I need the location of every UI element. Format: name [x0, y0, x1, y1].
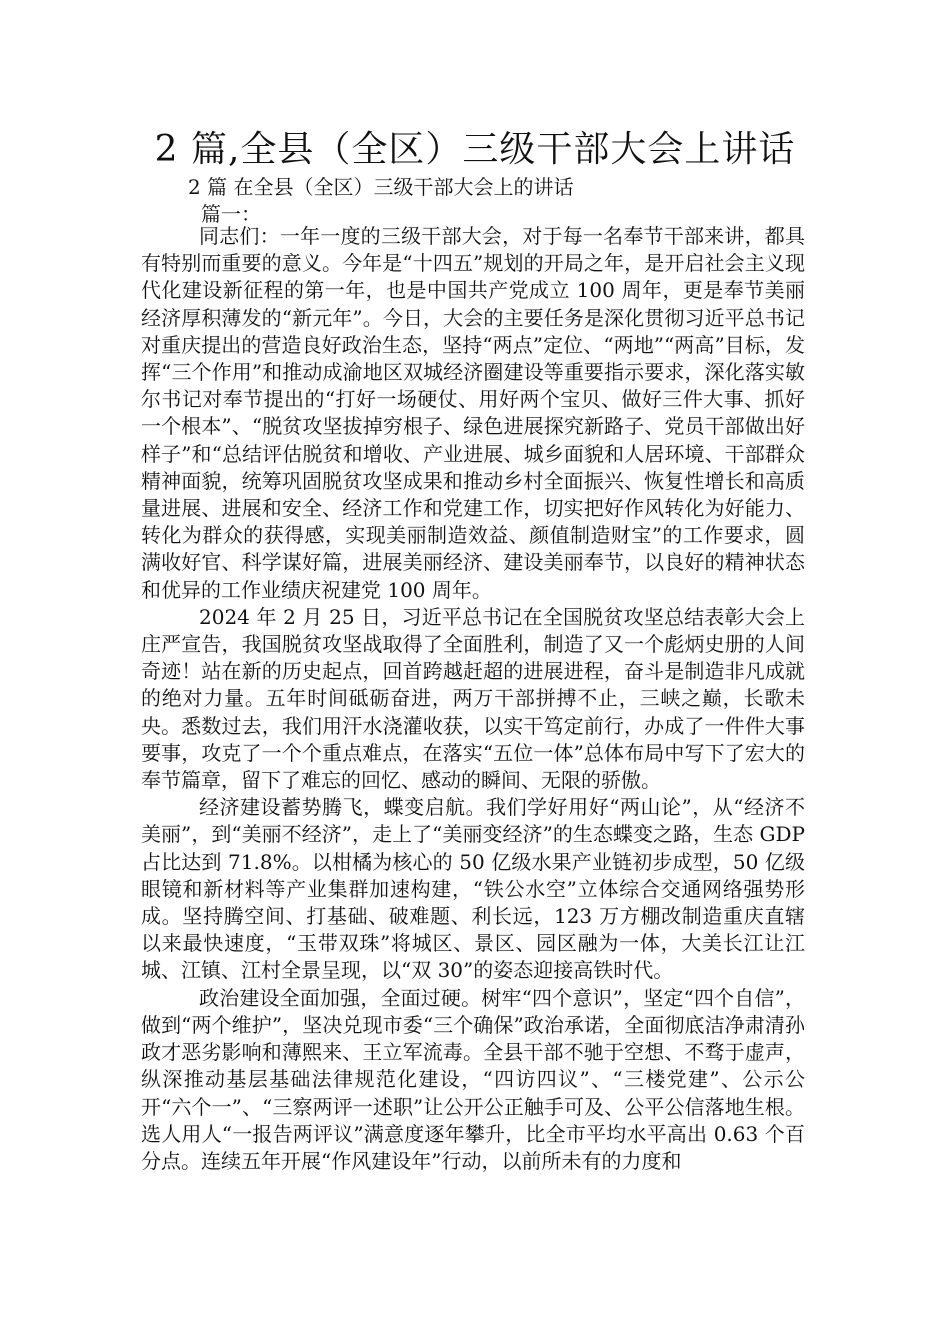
document-title: 2 篇,全县（全区）三级干部大会上讲话 — [154, 129, 796, 170]
paragraph-3: 经济建设蓄势腾飞，蝶变启航。我们学好用好“两山论”，从“经济不美丽”，到“美丽不经济”，走上了“美丽变经济”的生态蝶变之路，生态 GDP 占比达到 71.8%。以柑橘为核心的 50 亿级水果产业链初步成型，50 亿级眼镜和新材料等产业集群加速构建，“铁公水空”立体综合交通网络强势形成。坚持腾空间、打基础、破难题、利长远，123 万方棚改制造重庆直辖以来最快速度，“玉带双珠”将城区、景区、园区融为一体，大美长江让江城、江镇、江村全景呈现，以“双 30”的姿态迎接高铁时代。 — [141, 795, 805, 983]
paragraph-4: 政治建设全面加强，全面过硬。树牢“四个意识”，坚定“四个自信”，做到“两个维护”，坚决兑现市委“三个确保”政治承诺，全面彻底洁净肃清孙政才恶劣影响和薄熙来、王立军流毒。全县干部不驰于空想、不骛于虚声，纵深推动基层基础法律规范化建设，“四访四议”、“三楼党建”、公示公开“六个一”、“三察两评一述职”让公开公正触手可及、公平公信落地生根。选人用人“一报告两评议”满意度逐年攀升，比全市平均水平高出 0.63 个百分点。连续五年开展“作风建设年”行动，以前所未有的力度和 — [141, 985, 805, 1173]
document-subtitle: 2 篇 在全县（全区）三级干部大会上的讲话 — [188, 175, 574, 199]
paragraph-1: 同志们：一年一度的三级干部大会，对于每一名奉节干部来讲，都具有特别而重要的意义。今年是“十四五”规划的开局之年，是开启社会主义现代化建设新征程的第一年，也是中国共产党成立 100 周年，更是奉节美丽经济厚积薄发的“新元年”。今日，大会的主要任务是深化贯彻习近平总书记对重庆提出的营造良好政治生态，坚持“两点”定位、“两地”“两高”目标，发挥“三个作用”和推动成渝地区双城经济圈建设等重要指示要求，深化落实敏尔书记对奉节提出的“打好一场硬仗、用好两个宝贝、做好三件大事、抓好一个根本”、“脱贫攻坚拔掉穷根子、绿色进展探究新路子、党员干部做出好样子”和“总结评估脱贫和增收、产业进展、城乡面貌和人居环境、干部群众精神面貌，统筹巩固脱贫攻坚成果和推动乡村全面振兴、恢复性增长和高质量进展、进展和安全、经济工作和党建工作，切实把好作风转化为好能力、转化为群众的获得感，实现美丽制造效益、颜值制造财宝”的工作要求，圆满收好官、科学谋好篇，进展美丽经济、建设美丽奉节，以良好的精神状态和优异的工作业绩庆祝建党 100 周年。 — [141, 224, 805, 602]
document-body — [141, 223, 805, 1175]
section-label: 篇一： — [201, 202, 261, 226]
paragraph-2: 2024 年 2 月 25 日，习近平总书记在全国脱贫攻坚总结表彰大会上庄严宣告，我国脱贫攻坚战取得了全面胜利，制造了又一个彪炳史册的人间奇迹！站在新的历史起点，回首跨越赶超的进展进程，奋斗是制造非凡成就的绝对力量。五年时间砥砺奋进，两万干部拼搏不止，三峡之巅，长歌未央。悉数过去，我们用汗水浇灌收获，以实干笃定前行，办成了一件件大事要事，攻克了一个个重点难点，在落实“五位一体”总体布局中写下了宏大的奉节篇章，留下了难忘的回忆、感动的瞬间、无限的骄傲。 — [141, 604, 805, 793]
